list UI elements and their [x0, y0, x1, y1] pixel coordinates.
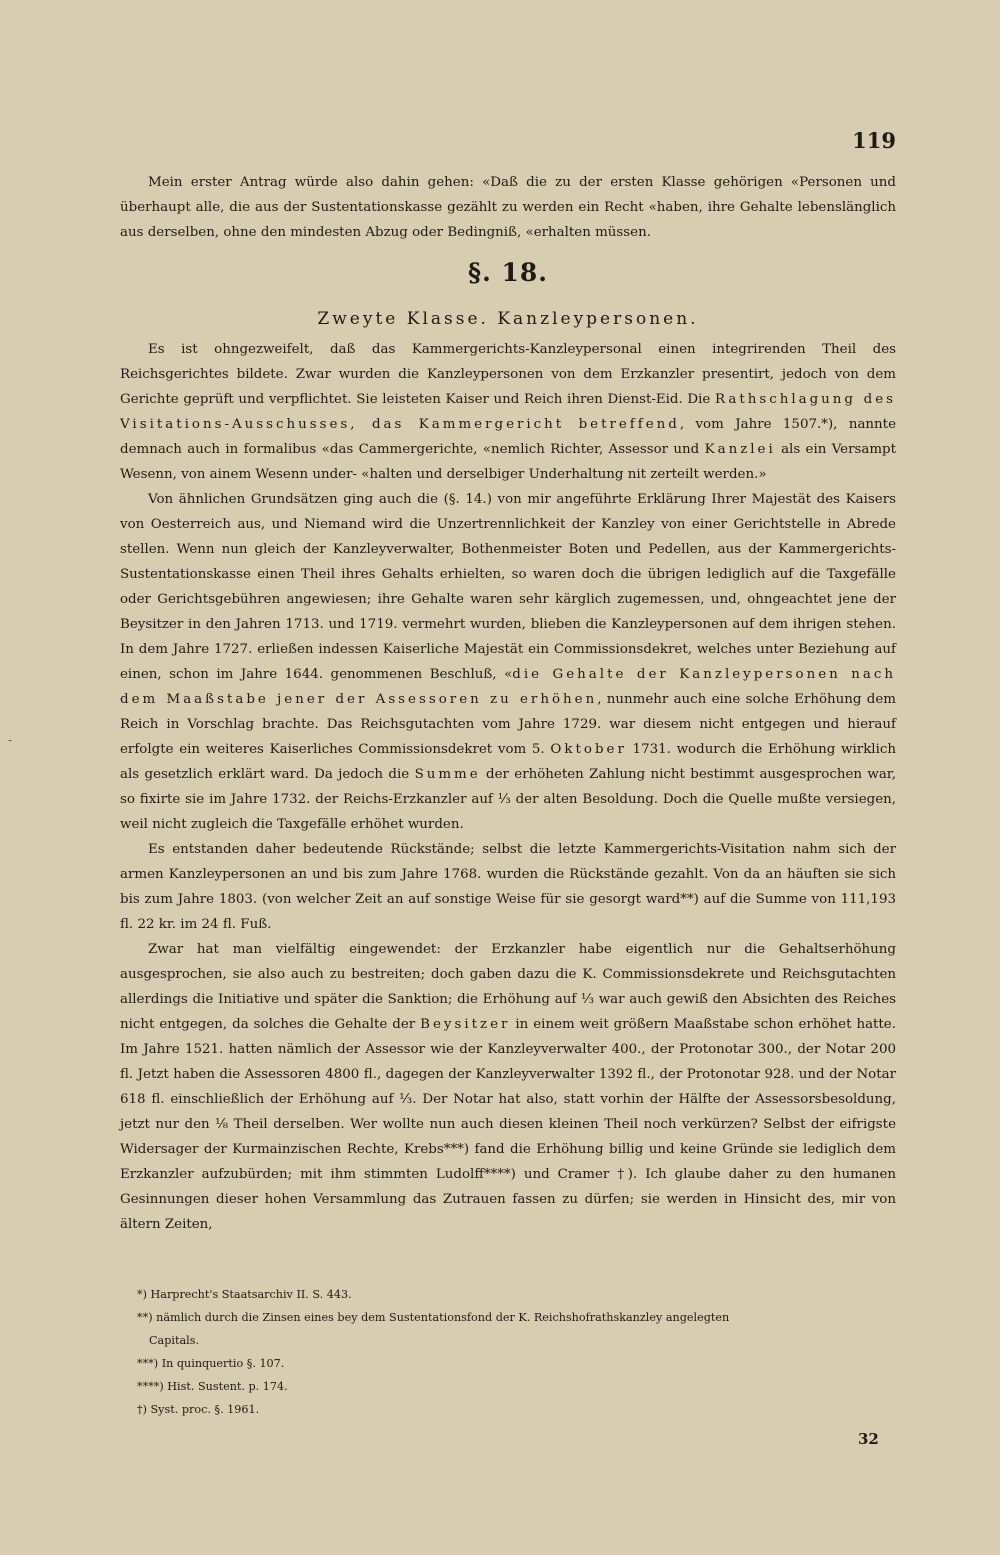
- signature-mark: 32: [858, 1430, 879, 1448]
- text-run: , vom Jahre 1507.*), nannte demnach auch in formalibus «das Cammergerichte, «nemlich Richter, Assessor und: [120, 417, 896, 457]
- text-run: Es ist ohngezweifelt, daß das Kammergerichts-Kanzleypersonal einen integrirenden Theil des Reichsgerichtes bildete. Zwar wurden die Kanzleypersonen von dem Erzkanzler presentirt, jedoch von dem Gerichte geprüft und verpflichtet. Sie leisteten Kaiser und Reich ihren Dienst-Eid. Die: [120, 342, 896, 407]
- footnote: ***) In quinquertio §. 107.: [137, 1357, 285, 1370]
- spaced-text-run: Summe: [414, 767, 481, 782]
- main-text: [120, 170, 896, 1237]
- spaced-text-run: Rathschlagung des Visitations-Ausschusses, das Kammergericht betreffend: [120, 392, 896, 432]
- footnote-continuation: Capitals.: [149, 1334, 200, 1347]
- spaced-text-run: die Gehalte der Kanzleypersonen nach dem Maaßstabe jener der Assessoren zu erhöhen: [120, 667, 896, 707]
- text-run: , nunmehr auch eine solche Erhöhung dem Reich in Vorschlag brachte. Das Reichsgutachten vom Jahre 1729. war diesem nicht entgegen und hierauf erfolgte ein weiteres Kaiserliches Commissionsdekret vom 5.: [120, 692, 896, 757]
- paragraph-arrears: Es entstanden daher bedeutende Rückstände; selbst die letzte Kammergerichts-Visitation nahm sich der armen Kanzleypersonen an und bis zum Jahre 1768. wurden die Rückstände gezahlt. Von da an häuften sie sich bis zum Jahre 1803. (von welcher Zeit an auf sonstige Weise für sie gesorgt ward**) auf die Summe von 111,193 fl. 22 kr. im 24 fl. Fuß.: [120, 842, 896, 932]
- footnotes: [137, 1283, 897, 1421]
- text-run: 1731. wodurch die Erhöhung wirklich als gesetzlich erklärt ward. Da jedoch die: [120, 742, 896, 782]
- text-run: Von ähnlichen Grundsätzen ging auch die (§. 14.) von mir angeführte Erklärung Ihrer Majestät des Kaisers von Oesterreich aus, und Niemand wird die Unzertrennlichkeit der Kanzley von einer Gerichtstelle in Abrede stellen. Wenn nun gleich der Kanzleyverwalter, Bothenmeister Boten und Pedellen, aus der Kammergerichts-Sustentationskasse einen Theil ihres Gehalts erhielten, so waren doch die übrigen lediglich auf die Taxgefälle oder Gerichtsgebühren angewiesen; ihre Gehalte waren sehr kärglich zugemessen, und, ohngeachtet jene der Beysitzer in den Jahren 1713. und 1719. vermehrt wurden, blieben die Kanzleypersonen auf dem ihrigen stehen. In dem Jahre 1727. erließen indessen Kaiserliche Majestät ein Commissionsdekret, welches unter Beziehung auf einen, schon im Jahre 1644. genommenen Beschluß, «: [120, 492, 896, 682]
- paragraph-chancery-personnel: [120, 337, 896, 487]
- page-number: 119: [852, 128, 896, 153]
- text-run: als ein Versampt Wesenn, von ainem Wesenn under- «halten und derselbiger Underhaltung nit zerteilt werden.»: [120, 442, 896, 482]
- paragraph-first-motion: Mein erster Antrag würde also dahin gehen: «Daß die zu der ersten Klasse gehörigen «Personen und überhaupt alle, die aus der Sustentationskasse gezählt zu werden ein Recht «haben, ihre Gehalte lebenslänglich aus derselben, ohne den mindesten Abzug oder Bedingniß, «erhalten müssen.: [120, 175, 896, 240]
- spaced-text-run: Kanzlei: [704, 442, 776, 457]
- section-title: Zweyte Klasse. Kanzleypersonen.: [317, 309, 699, 329]
- text-run: Zwar hat man vielfältig eingewendet: der Erzkanzler habe eigentlich nur die Gehaltserhöhung ausgesprochen, sie also auch zu bestreiten; doch gaben dazu die K. Commissionsdekrete und Reichsgutachten allerdings die Initiative und später die Sanktion; die Erhöhung auf ⅓ war auch gewiß den Absichten des Reiches nicht entgegen, da solches die Gehalte der: [120, 942, 896, 1032]
- spaced-text-run: Beysitzer: [420, 1017, 511, 1032]
- margin-mark: -: [8, 733, 13, 747]
- footnote: **) nämlich durch die Zinsen eines bey dem Sustentationsfond der K. Reichshofrathskanzley angelegten: [137, 1311, 730, 1324]
- text-run: in einem weit größern Maaßstabe schon erhöhet hatte. Im Jahre 1521. hatten nämlich der Assessor wie der Kanzleyverwalter 400., der Protonotar 300., der Notar 200 fl. Jetzt haben die Assessoren 4800 fl., dagegen der Kanzleyverwalter 1392 fl., der Protonotar 928. und der Notar 618 fl. einschließlich der Erhöhung auf ⅓. Der Notar hat also, statt vorhin der Hälfte der Assessorsbesoldung, jetzt nur den ⅛ Theil derselben. Wer wollte nun auch diesen kleinen Theil noch verkürzen? Selbst der eifrigste Widersager der Kurmainzischen Rechte, Krebs***) fand die Erhöhung billig und keine Gründe sie lediglich dem Erzkanzler aufzubürden; mit ihm stimmten Ludolff****) und Cramer †). Ich glaube daher zu den humanen Gesinnungen dieser hohen Versammlung das Zutrauen fassen zu dürfen; sie werden in Hinsicht des, mir von ältern Zeiten,: [120, 1017, 896, 1232]
- paragraph-similar-principles: [120, 487, 896, 837]
- spaced-text-run: Oktober: [550, 742, 627, 757]
- text-run: der erhöheten Zahlung nicht bestimmt ausgesprochen war, so fixirte sie im Jahre 1732. der Reichs-Erzkanzler auf ⅓ der alten Besoldung. Doch die Quelle mußte versiegen, weil nicht zugleich die Taxgefälle erhöhet wurden.: [120, 767, 896, 832]
- section-number: §. 18.: [468, 258, 548, 287]
- footnote: ****) Hist. Sustent. p. 174.: [137, 1380, 288, 1393]
- footnote: *) Harprecht's Staatsarchiv II. S. 443.: [137, 1288, 352, 1301]
- footnote: †) Syst. proc. §. 1961.: [137, 1403, 260, 1416]
- paragraph-objections: [120, 937, 896, 1237]
